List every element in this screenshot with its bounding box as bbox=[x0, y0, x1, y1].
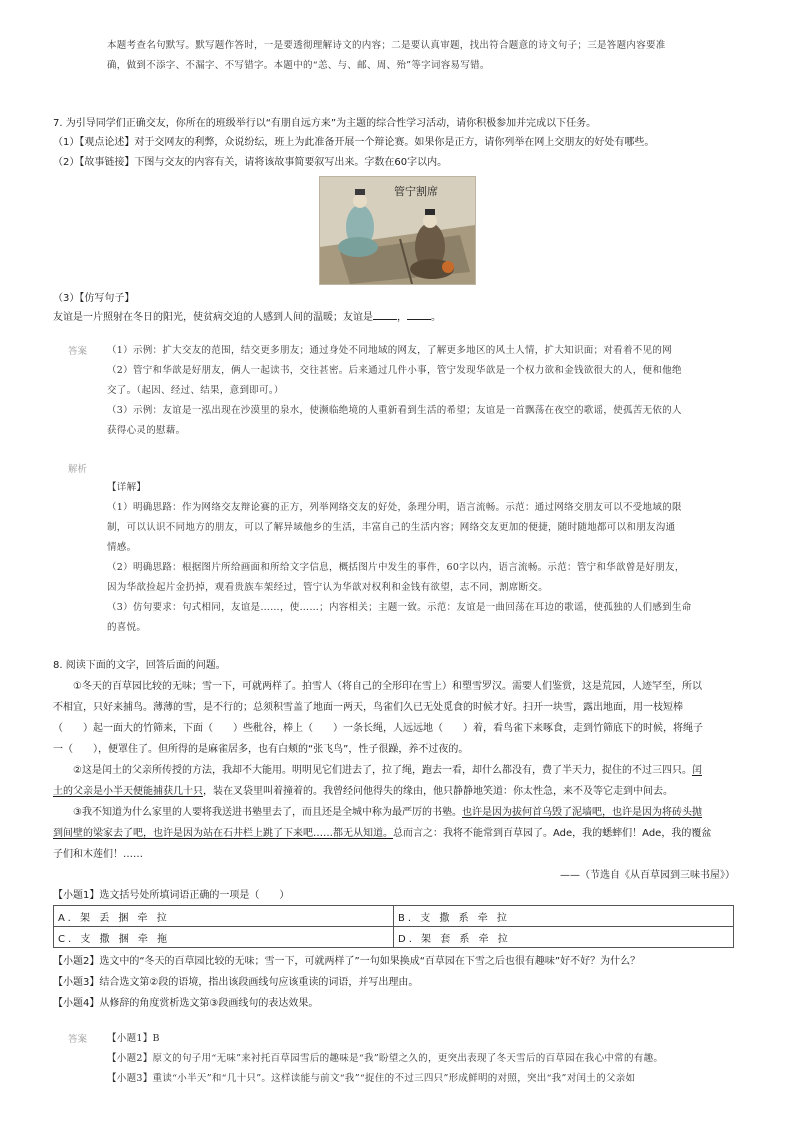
sub3-sentence: 友谊是一片照射在冬日的阳光，使贫病交迫的人感到人间的温暖；友谊是 bbox=[53, 312, 373, 323]
p3-underline-1: 也许是因为拔何首乌毁了泥墙吧，也许是因为将砖头抛 bbox=[461, 807, 702, 818]
answer-line: 【小题3】重读“小半天”和“几十只”。这样读能与前文“我”“捉住的不过三四只”形成鲜明的对照，突出“我”对闰土的父亲如 bbox=[107, 1073, 636, 1084]
sub3-end: 。 bbox=[431, 312, 441, 323]
q7-stem: 7. 为引导同学们正确交友，你所在的班级举行以“有朋自远方来”为主题的综合性学习活动，请你积极参加并完成以下任务。 bbox=[53, 118, 597, 129]
detail-line: 的喜悦。 bbox=[107, 622, 147, 633]
p3-line-3: 子们和木莲们！…… bbox=[53, 849, 143, 860]
p2-underline-2: 土的父亲是小半天便能捕获几十只 bbox=[53, 786, 203, 797]
detail-line: （3）仿句要求：句式相同，友谊是……，使……；内容相关；主题一致。示范：友谊是一曲回荡在耳边的歌谣，使孤独的人们感到生命 bbox=[107, 602, 692, 613]
option-a[interactable]: A. 架 丢 捆 牵 拉 bbox=[54, 906, 394, 927]
detail-label: 【详解】 bbox=[107, 482, 147, 493]
option-d[interactable]: D. 架 套 系 牵 拉 bbox=[394, 927, 734, 948]
answer-line: （1）示例：扩大交友的范围，结交更多朋友；通过身处不同地域的网友，了解更多地区的风土人情，扩大知识面；对看着不见的网 bbox=[107, 345, 672, 356]
q8-subq1: 【小题1】选文括号处所填词语正确的一项是（ ） bbox=[53, 890, 290, 901]
q8-answer-block bbox=[107, 1029, 747, 1089]
options-table bbox=[53, 905, 734, 948]
p3-text-a: ③我不知道为什么家里的人要将我送进书塾里去了，而且还是全城中称为最严厉的书塾。 bbox=[73, 807, 462, 818]
p2-line-2 bbox=[53, 781, 743, 802]
q7-sub3-label: （3）【仿写句子】 bbox=[53, 293, 135, 304]
option-c[interactable]: C. 支 撒 捆 牵 拖 bbox=[54, 927, 394, 948]
detail-line: 情感。 bbox=[107, 542, 137, 553]
p3-underline-2: 到间壁的梁家去了吧，也许是因为站在石井栏上跳了下来吧……都无从知道。 bbox=[53, 828, 393, 839]
q7-sub1: （1）【观点论述】对于交网友的利弊，众说纷纭，班上为此准备开展一个辩论赛。如果你是正方，请你列举在网上交朋友的好处有哪些。 bbox=[53, 137, 655, 148]
fill-blank-2[interactable] bbox=[407, 308, 431, 320]
guanning-gexi-image bbox=[319, 176, 476, 285]
q8-passage-p1 bbox=[53, 676, 743, 760]
p3-line-2 bbox=[53, 823, 743, 844]
detail-line: （1）明确思路：作为网络交友辩论赛的正方，列举网络交友的好处，条理分明，语言流畅。示范：通过网络交朋友可以不受地域的限 bbox=[107, 502, 682, 513]
answer-line: 交了。（起因、经过、结果，意到即可。） bbox=[107, 385, 284, 396]
p1-line: 不相宜，只好来捕鸟。薄薄的雪，是不行的；总须积雪盖了地面一两天，鸟雀们久已无处觅食的时候才好。扫开一块雪，露出地面，用一枝短棒 bbox=[53, 702, 683, 713]
q8-answer-label: 答案 bbox=[68, 1034, 88, 1045]
p1-line: （ ）起一面大的竹筛来，下面（ ）些秕谷，棒上（ ）一条长绳，人远远地（ ）着，看鸟雀下来啄食，走到竹筛底下的时候，将绳子 bbox=[53, 723, 703, 734]
detail-line: 因为华歆捡起片金扔掉，观看贵族车架经过，管宁认为华歆对权利和金钱有欲望，志不同，割席断交。 bbox=[107, 582, 549, 593]
p2-line-1 bbox=[53, 760, 743, 781]
option-b[interactable]: B. 支 撒 系 牵 拉 bbox=[394, 906, 734, 927]
answer-line: （3）示例：友谊是一泓出现在沙漠里的泉水，使濒临绝境的人重新看到生活的希望；友谊是一首飘荡在夜空的歌谣，使孤苦无依的人 bbox=[107, 405, 682, 416]
q8-source: ——（节选自《从百草园到三味书屋》） bbox=[560, 870, 735, 881]
image-caption: 管宁割席 bbox=[394, 185, 438, 198]
p3-line-1 bbox=[53, 802, 743, 823]
detail-line: （2）明确思路：根据图片所给画面和所给文字信息，概括图片中发生的事件，60字以内，语言流畅。示范：管宁和华歆曾是好朋友， bbox=[107, 562, 685, 573]
answer-line: 【小题1】B bbox=[107, 1033, 160, 1044]
sub3-sep: ， bbox=[397, 312, 407, 323]
q8-subq3: 【小题3】结合选文第②段的语境，指出该段画线句应该重读的词语，并写出理由。 bbox=[53, 977, 419, 988]
q8-passage-p3 bbox=[53, 802, 743, 865]
q7-answer-label: 答案 bbox=[68, 346, 88, 357]
q7-sub3-text bbox=[53, 307, 441, 328]
q7-detail-block bbox=[107, 478, 747, 638]
detail-line: 制，可以认识不同地方的朋友，可以了解异域他乡的生活，丰富自己的生活内容；网络交友更加的便捷，随时随地都可以和朋友沟通 bbox=[107, 522, 676, 533]
answer-line: 【小题2】原文的句子用“无味”来衬托百草园雪后的趣味是“我”盼望之久的，更突出表现了冬天雪后的百草园在我心中常的有趣。 bbox=[107, 1053, 664, 1064]
q8-subq2: 【小题2】选文中的“冬天的百草园比较的无味；雪一下，可就两样了”一句如果换成“百草园在下雪之后也很有趣味”好不好？为什么？ bbox=[53, 956, 641, 967]
q7-analysis-label: 解析 bbox=[68, 464, 88, 475]
answer-line: 获得心灵的慰藉。 bbox=[107, 425, 186, 436]
p2-text-b: ，装在叉袋里叫着撞着的。我曾经问他得失的缘由，他只静静地笑道：你太性急，来不及等它走到中间去。 bbox=[203, 786, 673, 797]
q8-subq4: 【小题4】从修辞的角度赏析选文第③段画线句的表达效果。 bbox=[53, 998, 319, 1009]
q7-sub2: （2）【故事链接】下图与交友的内容有关，请将该故事简要叙写出来。字数在60字以内。 bbox=[53, 157, 448, 168]
fill-blank-1[interactable] bbox=[373, 308, 397, 320]
prev-analysis-line-2: 确，做到不添字、不漏字、不写错字。本题中的“恙、与、邮、周、殆”等字词容易写错。 bbox=[107, 60, 490, 71]
p2-underline-1: 闰 bbox=[691, 765, 702, 776]
q7-answer-block bbox=[107, 341, 747, 441]
p2-text-a: ②这是闰土的父亲所传授的方法，我却不大能用。明明见它们进去了，拉了绳，跑去一看，却什么都没有，费了半天力，捉住的不过三四只。 bbox=[73, 765, 692, 776]
q8-passage-p2 bbox=[53, 760, 743, 802]
p3-text-b: 总而言之：我将不能常到百草园了。Ade，我的蟋蟀们！Ade，我的覆盆 bbox=[393, 828, 712, 839]
answer-line: （2）管宁和华歆是好朋友，俩人一起读书，交往甚密。后来通过几件小事，管宁发现华歆是一个权力欲和金钱欲很大的人，便和他绝 bbox=[107, 365, 682, 376]
prev-analysis-line-1: 本题考查名句默写。默写题作答时，一是要透彻理解诗文的内容；二是要认真审题，找出符合题意的诗文句子；三是答题内容要准 bbox=[107, 40, 666, 51]
q8-stem: 8. 阅读下面的文字，回答后面的问题。 bbox=[53, 660, 226, 671]
p1-line: 一（ ），便罩住了。但所得的是麻雀居多，也有白颊的“张飞鸟”，性子很躁，养不过夜的。 bbox=[53, 744, 469, 755]
p1-line: ①冬天的百草园比较的无味；雪一下，可就两样了。拍雪人（将自己的全形印在雪上）和塑雪罗汉。需要人们鉴赏，这是荒园，人迹罕至，所以 bbox=[73, 681, 702, 692]
